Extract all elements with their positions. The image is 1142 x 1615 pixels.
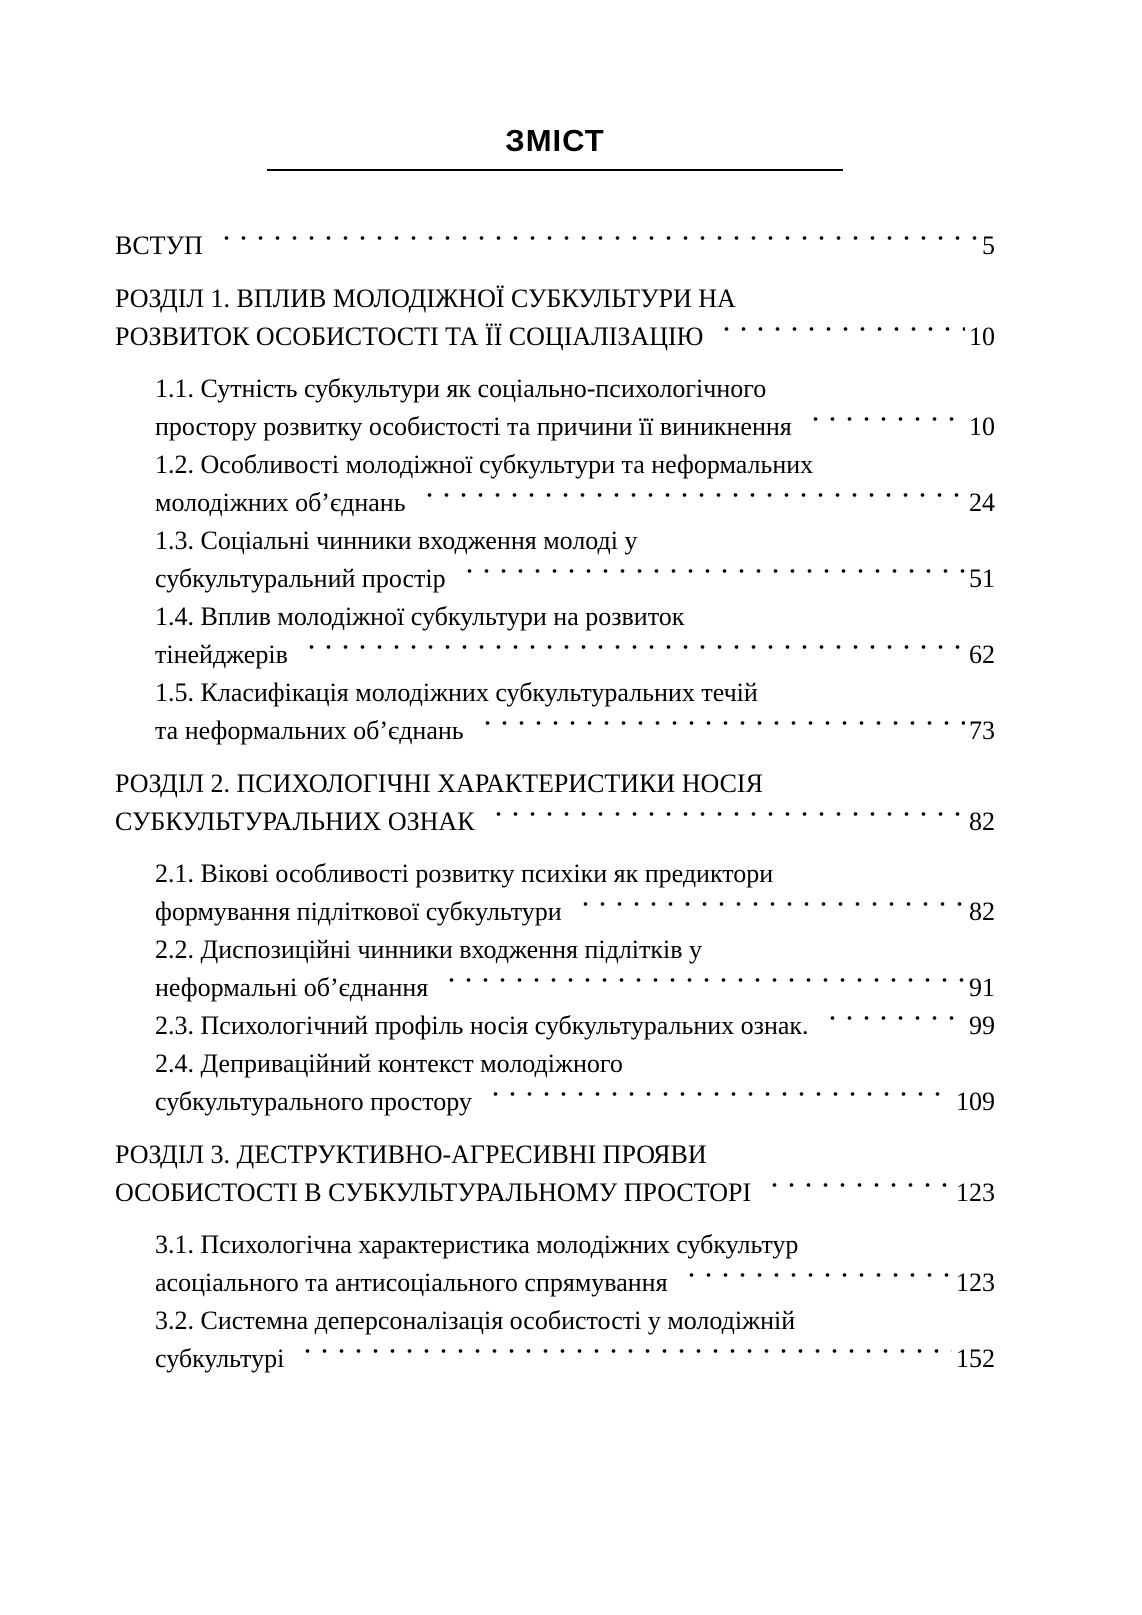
toc-entry [115,1136,995,1212]
toc-entry-line: 1.2. Особливості молодіжної субкультури та неформальних [155,450,814,480]
toc-entry [115,446,995,522]
toc-entry-lastline [155,1340,995,1378]
toc-entry [115,280,995,356]
toc-entry-lastline [155,408,995,446]
toc-entry-lastline [155,484,995,522]
toc-page-number: 99 [969,1011,995,1041]
toc-entry-lastline [155,712,995,750]
toc-entry-text: та неформальних об’єднань [155,716,464,746]
toc-entry-text: тінейджерів [155,640,288,670]
toc-entry [115,765,995,841]
toc-entry-lastline [115,803,995,841]
toc-page-number: 152 [956,1344,995,1374]
toc-entry [115,1007,995,1045]
toc-entry-lastline [115,227,995,265]
toc-entry-line: РОЗДІЛ 2. ПСИХОЛОГІЧНІ ХАРАКТЕРИСТИКИ НОСІЯ [115,769,763,799]
toc-entry [115,855,995,931]
toc-entry-lastline [155,636,995,674]
toc-entry-text: РОЗВИТОК ОСОБИСТОСТІ ТА ЇЇ СОЦІАЛІЗАЦІЮ [115,322,704,352]
toc-entry-text: асоціального та антисоціального спрямування [155,1268,668,1298]
toc-entry-lastline [115,1174,995,1212]
page-title: ЗМІСТ [505,123,605,158]
toc-page-number: 10 [969,412,995,442]
toc-entry-line: РОЗДІЛ 1. ВПЛИВ МОЛОДІЖНОЇ СУБКУЛЬТУРИ НА [115,284,736,314]
table-of-contents [115,227,995,1378]
toc-page-number: 10 [969,322,995,352]
toc-page-number: 73 [969,716,995,746]
toc-entry-text: ОСОБИСТОСТІ В СУБКУЛЬТУРАЛЬНОМУ ПРОСТОРІ [115,1178,752,1208]
dot-leader [457,560,965,598]
dot-leader [762,1174,952,1212]
toc-page-number: 82 [969,807,995,837]
toc-entry-lastline [155,893,995,931]
toc-page-number: 109 [956,1087,995,1117]
toc-entry-line: 3.1. Психологічна характеристика молодіжних субкультур [155,1230,799,1260]
toc-entry-text: субкультуральний простір [155,564,446,594]
dot-leader [295,1340,952,1378]
dot-leader [573,893,965,931]
toc-entry-line: 2.2. Диспозиційні чинники входження підлітків у [155,935,703,965]
toc-page-number: 5 [982,231,995,261]
dot-leader [486,803,965,841]
dot-leader [483,1083,952,1121]
dot-leader [475,712,965,750]
toc-entry [115,227,995,265]
toc-entry [115,598,995,674]
toc-entry-lastline [155,1083,995,1121]
toc-entry-text: субкультурі [155,1344,285,1374]
toc-entry-line: 1.1. Сутність субкультури як соціально-психологічного [155,374,767,404]
toc-page-number: 123 [956,1178,995,1208]
toc-entry-text: простору розвитку особистості та причини її виникнення [155,412,792,442]
toc-entry-text: СУБКУЛЬТУРАЛЬНИХ ОЗНАК [115,807,475,837]
toc-page-number: 24 [969,488,995,518]
toc-entry [115,522,995,598]
toc-entry-text: ВСТУП [115,231,203,261]
toc-entry-text: неформальні об’єднання [155,973,429,1003]
dot-leader [299,636,965,674]
toc-entry [115,1226,995,1302]
dot-leader [417,484,965,522]
dot-leader [439,969,965,1007]
dot-leader [679,1264,952,1302]
toc-entry-lastline [155,969,995,1007]
dot-leader [803,408,965,446]
toc-entry [115,931,995,1007]
page-title-block [115,124,995,171]
dot-leader [714,318,965,356]
toc-entry-line: 1.3. Соціальні чинники входження молоді у [155,526,638,556]
toc-entry-lastline [155,1007,995,1045]
toc-page-number: 91 [969,973,995,1003]
toc-entry-line: 1.4. Вплив молодіжної субкультури на розвиток [155,602,685,632]
toc-page-number: 51 [969,564,995,594]
toc-entry-text: формування підліткової субкультури [155,897,562,927]
toc-entry-line: 2.4. Деприваційний контекст молодіжного [155,1049,623,1079]
toc-page-number: 123 [956,1268,995,1298]
toc-entry-text: 2.3. Психологічний профіль носія субкультуральних ознак. [155,1011,809,1041]
toc-entry-line: РОЗДІЛ 3. ДЕСТРУКТИВНО-АГРЕСИВНІ ПРОЯВИ [115,1140,707,1170]
toc-entry-line: 3.2. Системна деперсоналізація особистості у молодіжній [155,1306,796,1336]
toc-entry-lastline [115,318,995,356]
toc-entry [115,370,995,446]
toc-entry-line: 1.5. Класифікація молодіжних субкультуральних течій [155,678,758,708]
toc-page-number: 62 [969,640,995,670]
toc-entry-lastline [155,1264,995,1302]
title-underline [267,169,843,171]
toc-entry-text: субкультурального простору [155,1087,472,1117]
toc-entry-line: 2.1. Вікові особливості розвитку психіки як предиктори [155,859,774,889]
toc-entry-text: молодіжних об’єднань [155,488,406,518]
dot-leader [214,227,978,265]
toc-entry [115,1045,995,1121]
toc-entry-lastline [155,560,995,598]
toc-entry [115,674,995,750]
toc-page-number: 82 [969,897,995,927]
dot-leader [820,1007,965,1045]
toc-entry [115,1302,995,1378]
